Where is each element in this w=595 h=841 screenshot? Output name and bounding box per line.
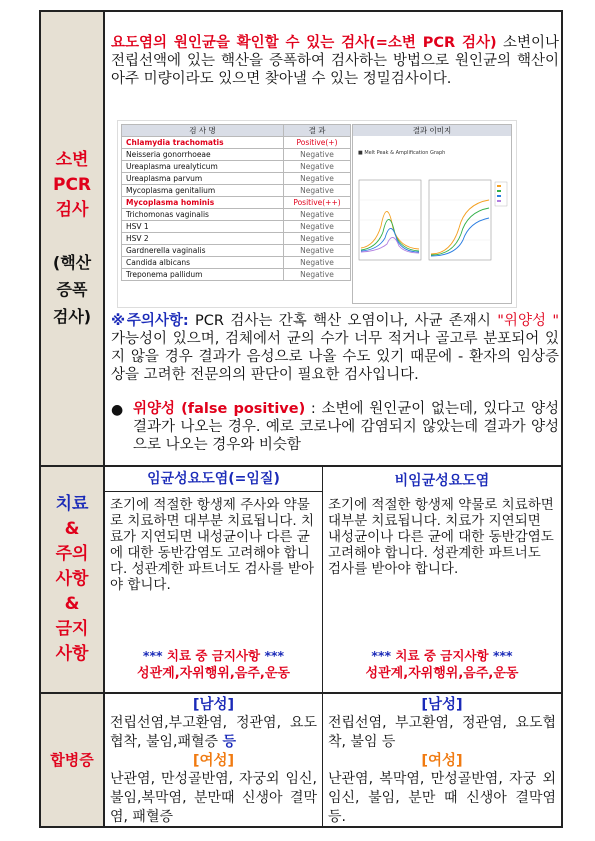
test-result: Negative (284, 161, 351, 173)
intro-paragraph (111, 34, 559, 88)
test-name: Ureaplasma parvum (122, 173, 284, 185)
male-label: [남성] (421, 697, 463, 713)
test-name: Candida albicans (122, 257, 284, 269)
test-name: Ureaplasma urealyticum (122, 161, 284, 173)
row-header-line: 사항 (55, 569, 89, 589)
test-result: Negative (284, 257, 351, 269)
pcr-result-table (121, 124, 351, 281)
complications-col-2 (323, 694, 561, 826)
graph-title: ■ Melt Peak & Amplification Graph (358, 150, 446, 156)
test-name: HSV 1 (122, 221, 284, 233)
false-positive-bullet (111, 400, 559, 454)
male-complications: 전립선염, 부고환염, 정관염, 요도협착, 불임 등 (328, 715, 556, 750)
col-header-test-name: 검 사 명 (122, 125, 284, 137)
test-result: Negative (284, 185, 351, 197)
test-result: Negative (284, 209, 351, 221)
bullet-term: 위양성 (false positive) (133, 401, 306, 417)
test-result: Negative (284, 269, 351, 281)
treatment-text: 조기에 적절한 항생제 약물로 치료하면 대부분 치료됩니다. 치료가 지연되면 내성균이나 다른 균에 대한 동반감염도 고려해야 합니다. 성관계한 파트너도 검사를 받아야 합니다. (328, 497, 554, 577)
banner-label: 치료 중 금지사항 (162, 648, 265, 663)
row-header-treatment (41, 467, 105, 692)
test-result: Negative (284, 245, 351, 257)
caution-quote: "위양성 " (497, 313, 559, 329)
row-header-complications (41, 694, 105, 826)
complications-row (41, 694, 561, 826)
row-header-line: 검사) (52, 306, 92, 326)
test-name: Gardnerella vaginalis (122, 245, 284, 257)
male-tail: 등 (222, 734, 236, 750)
row-header-pcr (41, 12, 105, 465)
info-table (39, 10, 563, 828)
test-name: Chlamydia trachomatis (122, 137, 284, 149)
stars: *** (492, 648, 513, 663)
treatment-row (41, 467, 561, 694)
female-label: [여성] (421, 753, 463, 769)
prohibition-items: 성관계,자위행위,음주,운동 (137, 666, 290, 681)
male-text: 전립선염,부고환염, 정관염, 요도협착, 불임,패혈증 (110, 715, 317, 750)
test-result: Negative (284, 233, 351, 245)
row-header-line: (핵산 (52, 252, 92, 272)
test-name: Treponema pallidum (122, 269, 284, 281)
result-row (122, 137, 351, 149)
row-header-line: 금지 (55, 619, 89, 639)
intro-text: 소변이나 전립선액에 있는 핵산을 증폭하여 검사하는 방법으로 원인균의 핵산이 아주 미량이라도 있으면 찾아낼 수 있는 정밀검사이다. (111, 35, 560, 87)
result-row (122, 245, 351, 257)
banner-label: 치료 중 금지사항 (391, 648, 493, 663)
result-row (122, 149, 351, 161)
female-complications: 난관염, 만성골반염, 자궁외 임신, 불임,복막염, 분만때 신생아 결막염, 패혈증 (110, 771, 317, 825)
row-header-line: 주의 (55, 544, 89, 564)
stars: *** (264, 648, 285, 663)
male-complications (105, 714, 322, 752)
row-header-line: 증폭 (56, 279, 88, 299)
treatment-text: 조기에 적절한 항생제 주사와 약물로 치료하면 대부분 치료됩니다. 치료가 지연되면 내성균이나 다른 균에 대한 동반감염도 고려해야 합니다. 성관계한 파트너도 검사를 받아야 합니다. (110, 497, 315, 593)
caution-text: 가능성이 있으며, 검체에서 균의 수가 너무 적거나 골고루 분포되어 있지 않을 경우 결과가 음성으로 나올 수도 있기 때문에 - 환자의 임상증상을 고려한 전문의의 판단이 필요한 검사입니다. (111, 331, 559, 383)
test-result: Negative (284, 221, 351, 233)
col-header-image: 결과 이미지 (353, 125, 511, 136)
row-header-line: & (64, 594, 80, 614)
bullet-icon: ● (111, 402, 124, 418)
pcr-test-content (105, 12, 561, 465)
prohibition-items: 성관계,자위행위,음주,운동 (365, 666, 519, 681)
column-title: 임균성요도염(=임질) (105, 469, 322, 492)
col-header-result: 결 과 (284, 125, 351, 137)
result-row (122, 269, 351, 281)
treatment-content (105, 467, 561, 692)
test-name: Neisseria gonorrhoeae (122, 149, 284, 161)
complications-col-1 (105, 694, 323, 826)
result-row (122, 161, 351, 173)
female-label: [여성] (192, 753, 235, 769)
caution-text: PCR 검사는 간혹 핵산 오염이나, 사균 존재시 (188, 313, 498, 329)
intro-title: 요도염의 원인균을 확인할 수 있는 검사(=소변 PCR 검사) (111, 35, 497, 51)
prohibition-banner (105, 647, 322, 664)
test-result: Positive(++) (284, 197, 351, 209)
result-row (122, 221, 351, 233)
result-row (122, 197, 351, 209)
column-title: 비임균성요도염 (394, 473, 490, 489)
row-header-line: 사항 (55, 644, 89, 664)
row-header-line: PCR (52, 174, 92, 195)
test-result: Positive(+) (284, 137, 351, 149)
gonococcal-column (105, 467, 323, 692)
row-header-line: & (64, 519, 80, 539)
row-header-line: 치료 (55, 494, 89, 514)
caution-label: ※주의사항: (111, 313, 189, 329)
stars: *** (142, 648, 163, 663)
male-label: [남성] (192, 697, 235, 713)
test-result: Negative (284, 173, 351, 185)
test-result: Negative (284, 149, 351, 161)
caution-paragraph (111, 312, 559, 384)
complications-content (105, 694, 561, 826)
prohibition-banner (323, 647, 561, 664)
result-row (122, 209, 351, 221)
test-name: Mycoplasma genitalium (122, 185, 284, 197)
result-row (122, 257, 351, 269)
amplification-graph-icon (353, 156, 511, 296)
pcr-result-image (117, 120, 517, 308)
result-row (122, 233, 351, 245)
test-name: HSV 2 (122, 233, 284, 245)
result-row (122, 173, 351, 185)
result-row (122, 185, 351, 197)
female-complications: 난관염, 복막염, 만성골반염, 자궁 외 임신, 불임, 분만 때 신생아 결막염 등. (328, 771, 556, 825)
row-header-line: 합병증 (50, 750, 94, 769)
non-gonococcal-column (323, 467, 561, 692)
stars: *** (371, 648, 392, 663)
pcr-test-row (41, 12, 561, 467)
row-header-line: 검사 (55, 199, 89, 220)
test-name: Trichomonas vaginalis (122, 209, 284, 221)
bullet-text: : 소변에 원인균이 없는데, 있다고 양성 결과가 나오는 경우. 예로 코로나에 감염되지 않았는데 결과가 양성으로 나오는 경우와 비슷함 (133, 401, 559, 453)
row-header-line: 소변 (55, 149, 89, 170)
result-image-panel (352, 124, 512, 304)
test-name: Mycoplasma hominis (122, 197, 284, 209)
